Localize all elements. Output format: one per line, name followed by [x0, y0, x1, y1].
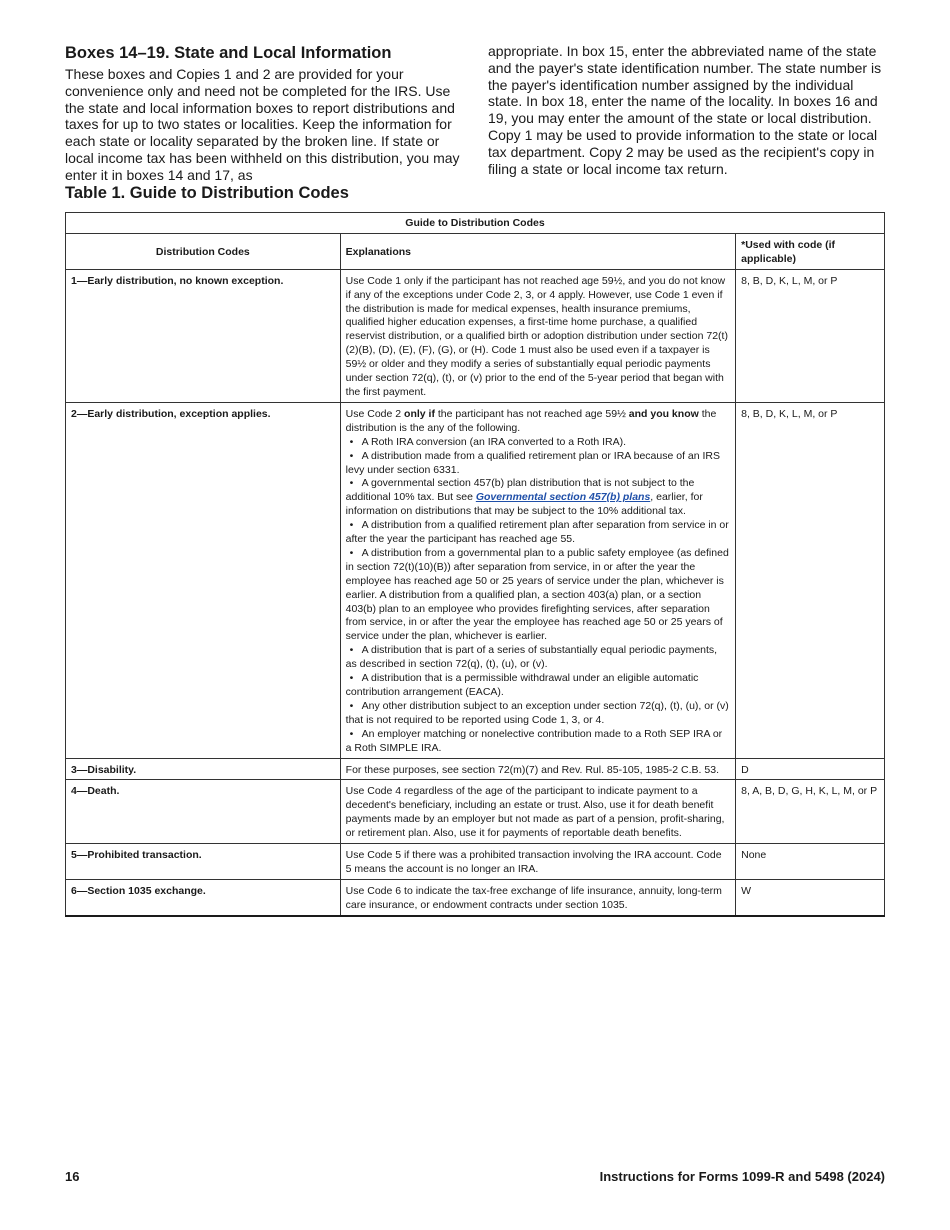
- table-row: [66, 758, 885, 780]
- bullet-icon: •: [349, 546, 354, 559]
- bullet-icon: •: [349, 672, 354, 685]
- bullet-icon: •: [349, 449, 354, 462]
- intro-text: the distribution is the any of the following.: [345, 407, 717, 434]
- bullet-text: A distribution that is part of a series of substantially equal periodic payments, as described in section 72(q), (t), (u), or (v).: [345, 644, 718, 671]
- code-1: 1—Early distribution, no known exception.: [66, 269, 341, 402]
- bullet-item: [346, 519, 730, 547]
- used-with-5: None: [736, 844, 885, 880]
- bullet-item: [346, 728, 730, 756]
- bullet-text: A distribution from a governmental plan to a public safety employee (as defined in section 72(t)(10)(B)) after separation from service, in or after the year the employee has reached age 50 or 25 years of service under the plan, whichever is earlier. A distribution from a qualified plan, a section 403(a) plan, or a section 403(b) plan to an employee who provides firefighting services, after separation from service, in or after the year the employee has reached age 50 or 25 years of service under the plan, whichever is earlier.: [345, 546, 729, 643]
- code-2: 2—Early distribution, exception applies.: [66, 402, 341, 758]
- bullet-icon: •: [349, 727, 354, 740]
- used-with-4: 8, A, B, D, G, H, K, L, M, or P: [736, 780, 885, 844]
- right-column: [488, 43, 888, 177]
- footer-doc-title: Instructions for Forms 1099-R and 5498 (2024): [599, 1169, 885, 1184]
- explanation-5: Use Code 5 if there was a prohibited transaction involving the IRA account. Code 5 means the account is no longer an IRA.: [340, 844, 735, 880]
- explanation-2: [340, 402, 735, 758]
- bullet-text: A distribution from a qualified retirement plan after separation from service in or after the year the participant has reached age 55.: [345, 519, 729, 546]
- header-explanations: Explanations: [340, 233, 735, 269]
- governmental-457b-link[interactable]: Governmental section 457(b) plans: [475, 491, 651, 504]
- intro-emphasis: only if: [404, 407, 435, 420]
- section-right-paragraph: appropriate. In box 15, enter the abbreviated name of the state and the payer's state identification number. The state number is the payer's identification number assigned by the individual state. In box 18, enter the name of the locality. In boxes 16 and 19, you may enter the amount of the state or local distribution. Copy 1 may be used to provide information to the state or local tax department. Copy 2 may be used as the recipient's copy in filing a state or local income tax return.: [488, 43, 882, 177]
- bullet-icon: •: [349, 699, 354, 712]
- bullet-text: A distribution made from a qualified retirement plan or IRA because of an IRS levy under section 6331.: [345, 449, 721, 476]
- code-3: 3—Disability.: [66, 758, 341, 780]
- table-row: [66, 844, 885, 880]
- bullet-item: [346, 477, 730, 519]
- bullet-text: An employer matching or nonelective contribution made to a Roth SEP IRA or a Roth SIMPLE IRA.: [345, 727, 723, 754]
- explanation-4: Use Code 4 regardless of the age of the participant to indicate payment to a decedent's beneficiary, including an estate or trust. Also, use it for death benefit payments made by an employer but not made as part of a pension, profit-sharing, or retirement plan. Also, use it for payments of reportable death benefits.: [340, 780, 735, 844]
- bullet-item: [346, 644, 730, 672]
- header-distribution-codes: Distribution Codes: [66, 233, 341, 269]
- table-caption-row: [66, 213, 885, 234]
- bullet-text: A governmental section 457(b) plan distribution that is not subject to the additional 10% tax. But see: [345, 477, 695, 504]
- header-used-with: *Used with code (if applicable): [736, 233, 885, 269]
- explanation-6: Use Code 6 to indicate the tax-free exchange of life insurance, annuity, long-term care insurance, or endowment contracts under section 1035.: [340, 879, 735, 915]
- bullet-item: [346, 672, 730, 700]
- section-left-paragraph: These boxes and Copies 1 and 2 are provided for your convenience only and need not be completed for the IRS. Use the state and local information boxes to report distributions and taxes for up to two states or localities. Keep the information for each state or locality separated by the broken line. If state or local income tax has been withheld on this distribution, you may enter it in boxes 14 and 17, as: [65, 66, 460, 183]
- bullet-item: [346, 700, 730, 728]
- bullet-text: Any other distribution subject to an exception under section 72(q), (t), (u), or (v) that is not required to be reported using Code 1, 3, or 4.: [345, 699, 729, 726]
- used-with-6: W: [736, 879, 885, 915]
- table-caption: Guide to Distribution Codes: [66, 213, 885, 234]
- bullet-item: [346, 547, 730, 644]
- table-title: Table 1. Guide to Distribution Codes: [65, 184, 349, 202]
- bullet-icon: •: [349, 519, 354, 532]
- bullet-icon: •: [349, 435, 354, 448]
- section-heading: Boxes 14–19. State and Local Information: [65, 44, 392, 62]
- explanation-3: For these purposes, see section 72(m)(7) and Rev. Rul. 85-105, 1985-2 C.B. 53.: [340, 758, 735, 780]
- bullet-item: [346, 450, 730, 478]
- table-row: [66, 780, 885, 844]
- code-5: 5—Prohibited transaction.: [66, 844, 341, 880]
- code-6: 6—Section 1035 exchange.: [66, 879, 341, 915]
- page-number: 16: [65, 1169, 80, 1184]
- used-with-1: 8, B, D, K, L, M, or P: [736, 269, 885, 402]
- table-row: [66, 402, 885, 758]
- bullet-icon: •: [349, 644, 354, 657]
- intro-text: Use Code 2: [345, 407, 405, 420]
- table-header-row: [66, 233, 885, 269]
- table-row: [66, 879, 885, 915]
- used-with-3: D: [736, 758, 885, 780]
- table-row: [66, 269, 885, 402]
- bullet-text: , earlier, for information on distributions that may be subject to the 10% additional tax.: [345, 491, 703, 518]
- bullet-text: A distribution that is a permissible withdrawal under an eligible automatic contribution arrangement (EACA).: [345, 672, 699, 698]
- bullet-item: [346, 436, 730, 450]
- intro-text: the participant has not reached age 59½: [434, 407, 629, 420]
- distribution-codes-table: [65, 212, 885, 917]
- bullet-text: A Roth IRA conversion (an IRA converted to a Roth IRA).: [361, 435, 627, 448]
- code-4: 4—Death.: [66, 780, 341, 844]
- used-with-2: 8, B, D, K, L, M, or P: [736, 402, 885, 758]
- intro-emphasis: and you know: [628, 407, 699, 420]
- explanation-1: Use Code 1 only if the participant has not reached age 59½, and you do not know if any of the exceptions under Code 2, 3, or 4 apply. However, use Code 1 even if the distribution is made for medical expenses, health insurance premiums, qualified higher education expenses, a first-time home purchase, a qualified reservist distribution, or a qualified birth or adoption distribution under section 72(t)(2)(B), (D), (E), (F), (G), or (H). Code 1 must also be used even if a taxpayer is 59½ or older and they modify a series of substantially equal periodic payments under section 72(q), (t), or (v) prior to the end of the 5-year period that began with the first payment.: [340, 269, 735, 402]
- bullet-icon: •: [349, 477, 354, 490]
- left-column: [65, 43, 463, 184]
